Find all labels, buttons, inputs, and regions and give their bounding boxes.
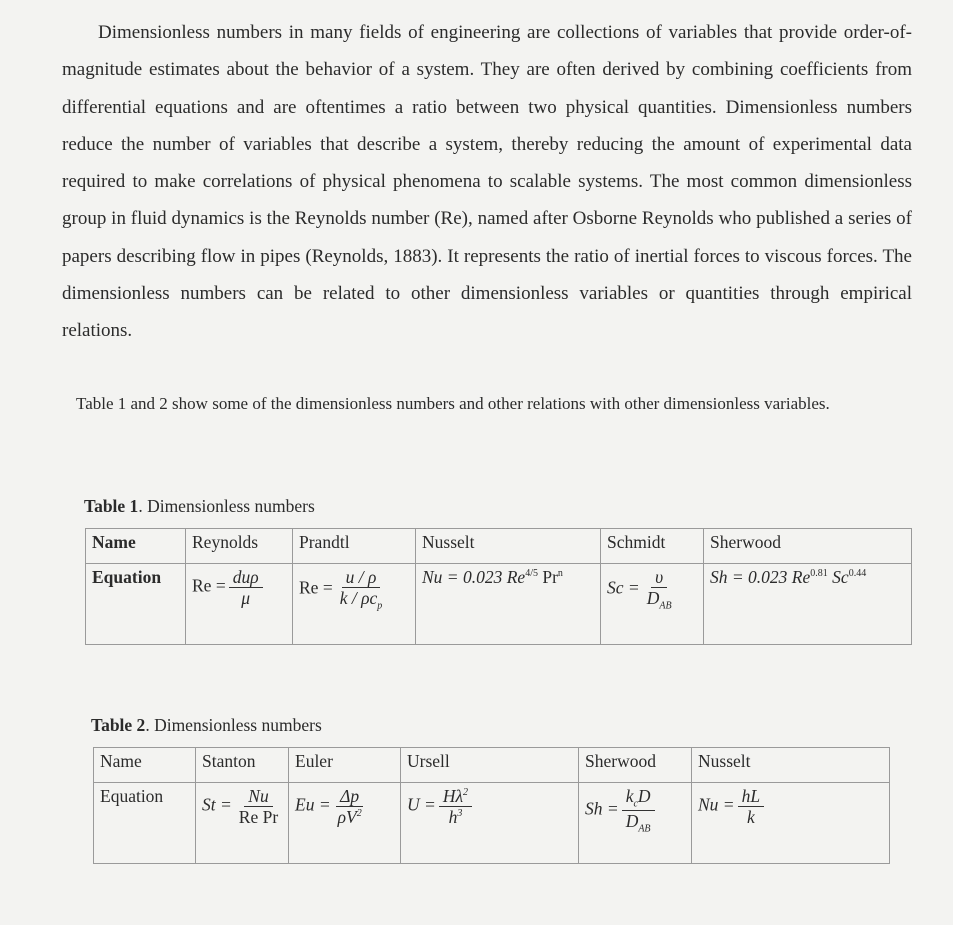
table1-name-row bbox=[86, 529, 912, 564]
table2-name-label: Name bbox=[94, 748, 196, 783]
euler-equation: Eu = $\frac{\Delta p}{\rho V^2}$ bbox=[289, 783, 401, 864]
table2-name-stanton: Stanton bbox=[196, 748, 289, 783]
table2-name-ursell: Ursell bbox=[401, 748, 579, 783]
sherwood-equation: Sh = 0.023 $Re^{0.81}$ $Sc^{0.44}$ bbox=[704, 564, 912, 645]
table1-name-prandtl: Prandtl bbox=[293, 529, 416, 564]
intro-paragraph bbox=[62, 14, 912, 350]
tables-intro: Table 1 and 2 show some of the dimensionless numbers and other relations with other dimensionless variables. bbox=[76, 394, 830, 413]
table2-name-row bbox=[94, 748, 890, 783]
table1-name-nusselt: Nusselt bbox=[416, 529, 601, 564]
table2 bbox=[93, 747, 890, 864]
table2-equation-label: Equation bbox=[94, 783, 196, 864]
table2-name-sherwood: Sherwood bbox=[579, 748, 692, 783]
table1-name-reynolds: Reynolds bbox=[186, 529, 293, 564]
table1-caption bbox=[84, 496, 315, 517]
table2-caption-number: Table 2 bbox=[91, 715, 146, 735]
table2-name-nusselt: Nusselt bbox=[692, 748, 890, 783]
sherwood2-equation: Sh = $\frac{k_cD}{D_{AB}}$ bbox=[579, 783, 692, 864]
table1-caption-number: Table 1 bbox=[84, 496, 139, 516]
table2-caption bbox=[91, 715, 322, 736]
nusselt-equation: Nu = 0.023 $Re^{4/5}$ Pr$^n$ bbox=[416, 564, 601, 645]
schmidt-equation: Sc = $\frac{\upsilon}{D_{AB}}$ bbox=[601, 564, 704, 645]
table2-caption-text: . Dimensionless numbers bbox=[145, 715, 322, 735]
table1-name-schmidt: Schmidt bbox=[601, 529, 704, 564]
table1-equation-row bbox=[86, 564, 912, 645]
ursell-equation: U = $\frac{H\lambda^2}{h^3}$ bbox=[401, 783, 579, 864]
table1 bbox=[85, 528, 912, 645]
table1-name-sherwood: Sherwood bbox=[704, 529, 912, 564]
table1-equation-label: Equation bbox=[86, 564, 186, 645]
nusselt2-equation: Nu = $\frac{hL}{k}$ bbox=[692, 783, 890, 864]
table1-name-label: Name bbox=[86, 529, 186, 564]
reynolds-equation: Re = $\frac{\text{duρ}}{\mu}$ bbox=[186, 564, 293, 645]
stanton-equation: St = $\frac{Nu}{\text{Re Pr}}$ bbox=[196, 783, 289, 864]
prandtl-equation: Re = $\frac{u / \rho}{k / \rho c_p}$ bbox=[293, 564, 416, 645]
table2-equation-row bbox=[94, 783, 890, 864]
table2-name-euler: Euler bbox=[289, 748, 401, 783]
paragraph-text: Dimensionless numbers in many fields of engineering are collections of variables that provide order-of-magnitude estimates about the behavior of a system. They are often derived by combining coefficients from differential equations and are oftentimes a ratio between two physical quantities. Dimensionless numbers reduce the number of variables that describe a system, thereby reducing the amount of experimental data required to make correlations of physical phenomena to scalable systems. The most common dimensionless group in fluid dynamics is the Reynolds number (Re), named after Osborne Reynolds who published a series of papers describing flow in pipes (Reynolds, 1883). It represents the ratio of inertial forces to viscous forces. The dimensionless numbers can be related to other dimensionless variables or quantities through empirical relations. bbox=[62, 22, 912, 342]
table1-caption-text: . Dimensionless numbers bbox=[138, 496, 315, 516]
